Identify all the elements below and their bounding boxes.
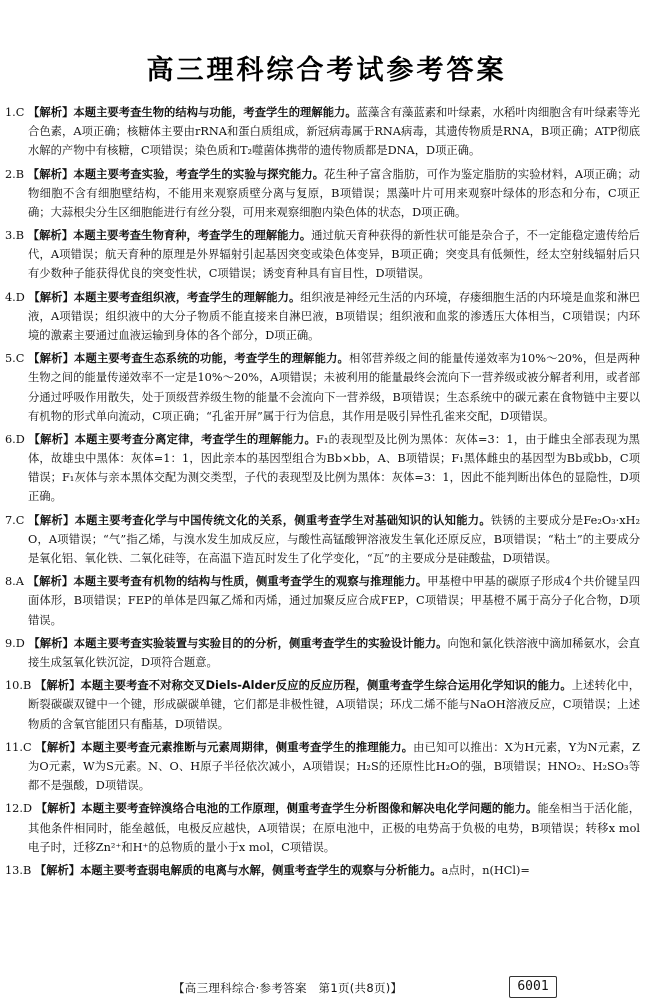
analysis-focus: 本题主要考查锌溴络合电池的工作原理，侧重考查学生分析图像和解决电化学问题的能力。 bbox=[81, 802, 538, 816]
analysis-tag: 【解析】 bbox=[27, 575, 74, 589]
answer-label: 3.B bbox=[5, 229, 25, 243]
analysis-focus: 本题主要考查组织液，考查学生的理解能力。 bbox=[73, 290, 301, 304]
analysis-focus: 本题主要考查生物的结构与功能，考查学生的理解能力。 bbox=[73, 106, 357, 119]
answer-label: 4.D bbox=[5, 290, 25, 304]
answer-label: 1.C bbox=[5, 106, 25, 119]
analysis-text: 能垒相当于活化能，其他条件相同时，能垒越低，电极反应越快，A项错误；在原电池中，正极的电势高于负极的电势，B项错误；转移x mol电子时，迁移Zn²⁺和H⁺的总物质的量小于x mol，C项错误。 bbox=[28, 802, 640, 854]
analysis-text: 由已知可以推出：X为H元素，Y为N元素，Z为O元素，W为S元素。N、O、H原子半径依次减小，A项错误；H₂S的还原性比H₂O的强，B项错误；HNO₂、H₂SO₃等都不是强酸，D项错误。 bbox=[28, 740, 640, 793]
analysis-text: 通过航天育种获得的新性状可能是杂合子，不一定能稳定遗传给后代，A项错误；航天育种的原理是外界辐射引起基因突变或染色体变异，B项正确；突变具有低频性，经太空射线辐射后只有少数种子能获得优良的突变性状，C项错误；诱变育种具有盲目性，D项错误。 bbox=[28, 229, 640, 281]
answer-item bbox=[5, 676, 640, 733]
answer-label: 2.B bbox=[5, 167, 25, 181]
analysis-focus: 本题主要考查生物育种，考查学生的理解能力。 bbox=[73, 229, 312, 243]
paper-code: 6001 bbox=[509, 976, 557, 998]
analysis-tag: 【解析】 bbox=[34, 863, 81, 877]
analysis-text: 上述转化中，断裂碳碳双键中一个键，形成碳碳单键，它们都是非极性键，A项错误；环戊二烯不能与NaOH溶液反应，C项错误；上述物质的含氧官能团只有酯基，D项错误。 bbox=[28, 679, 640, 731]
analysis-focus: 本题主要考查分离定律，考查学生的理解能力。 bbox=[74, 432, 317, 446]
answer-item bbox=[5, 799, 640, 856]
answer-item bbox=[5, 165, 640, 222]
analysis-text: 铁锈的主要成分是Fe₂O₃·xH₂O，A项错误；“气”指乙烯，与溴水发生加成反应，与酸性高锰酸钾溶液发生氧化还原反应，B项错误；“粘土”的主要成分是氧化铝、氧化铁、二氧化硅等，在高温下造瓦时发生了化学变化，“瓦”的主要成分是硅酸盐，D项错误。 bbox=[28, 513, 640, 565]
answer-item bbox=[5, 349, 640, 426]
answer-label: 5.C bbox=[5, 352, 25, 366]
answer-item bbox=[5, 861, 640, 880]
analysis-focus: 本题主要考查化学与中国传统文化的关系，侧重考查学生对基础知识的认知能力。 bbox=[74, 513, 491, 527]
analysis-tag: 【解析】 bbox=[35, 740, 82, 754]
answer-label: 12.D bbox=[5, 802, 33, 816]
analysis-tag: 【解析】 bbox=[28, 352, 75, 366]
analysis-tag: 【解析】 bbox=[27, 229, 74, 243]
answer-label: 8.A bbox=[5, 575, 24, 589]
analysis-focus: 本题主要考查生态系统的功能，考查学生的理解能力。 bbox=[74, 352, 349, 366]
analysis-text: a点时，n(HCl)= bbox=[441, 863, 530, 877]
analysis-text: F₁的表现型及比例为黑体：灰体=3：1，由于雌虫全部表现为黑体，故雄虫中黑体：灰体=1：1，因此亲本的基因型组合为Bb×bb，A、B项错误；F₁黑体雌虫的基因型为Bb或bb，C项错误；F₁灰体与亲本黑体交配为测交类型，子代的表现型及比例为黑体：灰体=3：1，因此不能判断出体色的显隐性，D项正确。 bbox=[28, 432, 640, 504]
analysis-focus: 本题主要考查实验，考查学生的实验与探究能力。 bbox=[73, 167, 325, 181]
answer-item bbox=[5, 572, 640, 629]
answer-item bbox=[5, 288, 640, 345]
analysis-tag: 【解析】 bbox=[28, 106, 74, 119]
analysis-tag: 【解析】 bbox=[28, 432, 75, 446]
analysis-tag: 【解析】 bbox=[35, 802, 82, 816]
answer-label: 13.B bbox=[5, 863, 32, 877]
analysis-tag: 【解析】 bbox=[28, 290, 74, 304]
answer-label: 9.D bbox=[5, 636, 25, 650]
answer-list bbox=[5, 103, 640, 884]
analysis-text: 向饱和氯化铁溶液中滴加稀氨水，会直接生成氢氧化铁沉淀，D项符合题意。 bbox=[28, 636, 640, 669]
analysis-focus: 本题主要考查有机物的结构与性质，侧重考查学生的观察与推理能力。 bbox=[73, 575, 428, 589]
analysis-focus: 本题主要考查弱电解质的电离与水解，侧重考查学生的观察与分析能力。 bbox=[80, 863, 442, 877]
answer-label: 10.B bbox=[5, 679, 32, 693]
analysis-tag: 【解析】 bbox=[27, 167, 74, 181]
answer-item bbox=[5, 634, 640, 672]
analysis-tag: 【解析】 bbox=[28, 636, 74, 650]
analysis-focus: 本题主要考查实验装置与实验目的的分析，侧重考查学生的实验设计能力。 bbox=[73, 636, 448, 650]
answer-item bbox=[5, 430, 640, 507]
analysis-text: 相邻营养级之间的能量传递效率为10%～20%，但是两种生物之间的能量传递效率不一定是10%～20%，A项错误；未被利用的能量最终会流向下一营养级或被分解者利用，或者部分通过呼吸作用散失，处于顶级营养级生物的能量不会流向下一营养级，B项错误；生态系统中的碳元素在食物链中主要以有机物的形式单向流动，C项正确；“孔雀开屏”属于行为信息，其作用是吸引异性孔雀来交配，D项错误。 bbox=[28, 352, 640, 423]
analysis-text: 花生种子富含脂肪，可作为鉴定脂肪的实验材料，A项正确；动物细胞不含有细胞壁结构，不能用来观察质壁分离与复原，B项错误；黑藻叶片可用来观察叶绿体的形态和分布，C项正确；大蒜根尖分生区细胞能进行有丝分裂，可用来观察细胞内染色体的状态，D项正确。 bbox=[28, 167, 640, 219]
analysis-text: 甲基橙中甲基的碳原子形成4个共价键呈四面体形，B项错误；FEP的单体是四氟乙烯和丙烯，通过加聚反应合成FEP，C项错误；甲基橙不属于高分子化合物，D项错误。 bbox=[28, 575, 640, 627]
answer-item bbox=[5, 738, 640, 795]
analysis-tag: 【解析】 bbox=[34, 679, 81, 693]
answer-item bbox=[5, 103, 640, 160]
analysis-text: 组织液是神经元生活的内环境，存瘘细胞生活的内环境是血浆和淋巴液，A项错误；组织液中的大分子物质不能直接来自淋巴液，B项错误；组织液和血浆的渗透压大体相当，C项错误；内环境的激素主要通过血液运输到身体的各个部分，D项正确。 bbox=[28, 290, 640, 342]
analysis-text: 蓝藻含有藻蓝素和叶绿素，水稻叶肉细胞含有叶绿素等光合色素，A项正确；核糖体主要由rRNA和蛋白质组成，新冠病毒属于RNA病毒，其遗传物质是RNA，B项正确；ATP彻底水解的产物中有核糖，C项错误；染色质和T₂噬菌体携带的遗传物质都是DNA，D项正确。 bbox=[28, 106, 640, 158]
analysis-focus: 本题主要考查元素推断与元素周期律，侧重考查学生的推理能力。 bbox=[81, 740, 414, 754]
page-title: 高三理科综合考试参考答案 bbox=[146, 55, 507, 86]
page-footer bbox=[0, 976, 653, 1000]
answer-item bbox=[5, 511, 640, 568]
answer-label: 7.C bbox=[5, 513, 25, 527]
analysis-focus: 本题主要考查不对称交叉Diels-Alder反应的反应历程，侧重考查学生综合运用化学知识的能力。 bbox=[80, 679, 572, 693]
answer-label: 6.D bbox=[5, 432, 25, 446]
footer-text: 【高三理科综合·参考答案 第1页(共8页)】 bbox=[173, 981, 403, 995]
answer-item bbox=[5, 226, 640, 283]
answer-label: 11.C bbox=[5, 740, 32, 754]
analysis-tag: 【解析】 bbox=[28, 513, 75, 527]
